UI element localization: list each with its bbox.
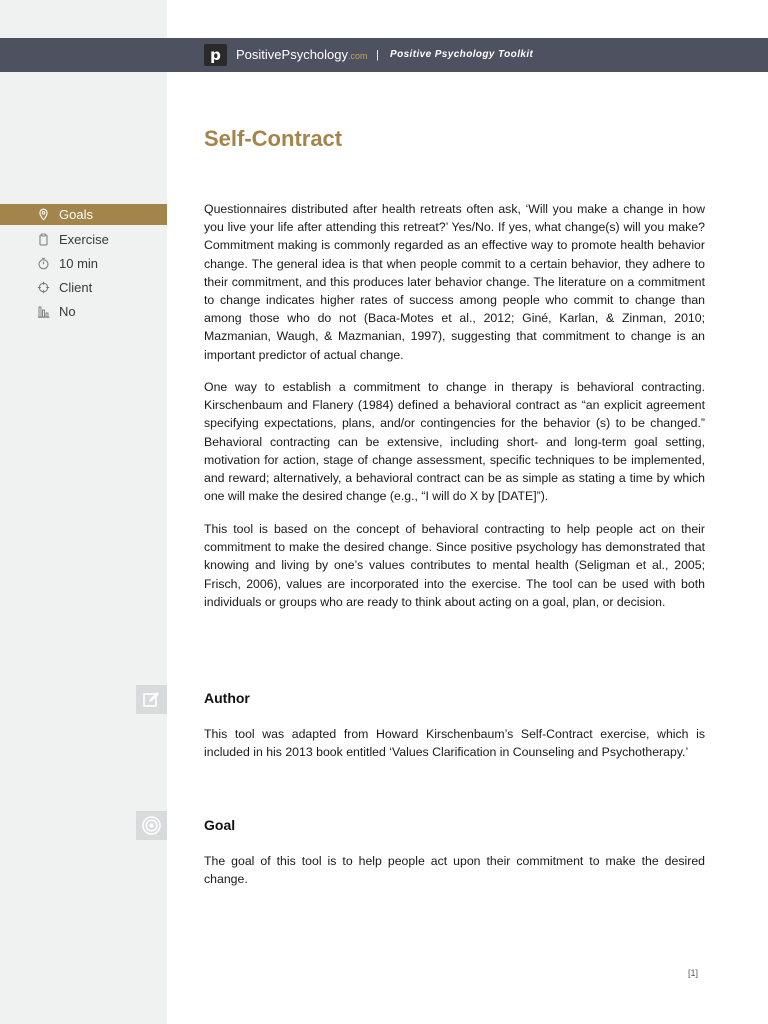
- meta-item-exercise: [0, 229, 167, 250]
- footnote-marker: [1]: [688, 968, 699, 978]
- bar-chart-icon: [37, 305, 50, 318]
- clipboard-icon: [37, 233, 50, 246]
- meta-label: No: [59, 304, 76, 319]
- goal-section-marker: [136, 811, 167, 840]
- stopwatch-icon: [37, 257, 50, 270]
- intro-paragraph: One way to establish a commitment to change in therapy is behavioral contracting. Kirschenbaum and Flanery (1984) defined a behavioral contract as “an explicit agreement specifying expectations, plans, and/or contingencies for the behavior (s) to be changed.” Behavioral contracting can be extensive, including short- and long-term goal setting, motivation for action, stage of change assessment, specific techniques to be implemented, and reward; alternatively, a behavioral contract can be as simple as stating a time by which one will make the desired change (e.g., “I will do X by [DATE]”).: [204, 380, 705, 504]
- meta-label: 10 min: [59, 256, 99, 271]
- location-pin-icon: [37, 208, 50, 221]
- author-section-marker: [136, 685, 167, 714]
- header-bar: [0, 38, 768, 72]
- meta-list: [0, 204, 167, 325]
- author-heading: Author: [204, 690, 250, 706]
- page-title: Self-Contract: [204, 126, 343, 151]
- toolkit-label: Positive Psychology Toolkit: [390, 49, 534, 60]
- author-text: This tool was adapted from Howard Kirschenbaum’s Self-Contract exercise, which is included in his 2013 book entitled ‘Values Clarification in Counseling and Psychotherapy.’: [204, 727, 705, 760]
- intro-paragraph: This tool is based on the concept of behavioral contracting to help people act on their commitment to make the desired change. Since positive psychology has demonstrated that knowing and living by one’s values contributes to mental health (Seligman et al., 2005; Frisch, 2006), values are incorporated into the exercise. The tool can be used with both individuals or groups who are ready to think about acting on a goal, plan, or decision.: [204, 522, 705, 609]
- left-sidebar: [0, 0, 167, 1024]
- intro-paragraph: Questionnaires distributed after health retreats often ask, ‘Will you make a change in how you live your life after attending this retreat?’ Yes/No. If yes, what change(s) will you make? Commitment making is commonly regarded as an effective way to promote health behavior change. The general idea is that when people commit to a certain behavior, they adhere to their commitment, and this produces later behavior change. The literature on a commitment to change indicates higher rates of success among people who commit to change than among those who do not (Baca-Motes et al., 2012; Giné, Karlan, & Zinman, 2010; Mazmanian, Waugh, & Mazmanian, 1997), suggesting that commitment to change is an important predictor of actual change.: [204, 202, 705, 362]
- brand-name: PositivePsychology.com: [236, 47, 368, 62]
- meta-item-goals: [0, 204, 167, 225]
- header-separator: |: [376, 49, 379, 61]
- crosshair-icon: [37, 281, 50, 294]
- goal-heading: Goal: [204, 817, 236, 833]
- meta-label: Exercise: [59, 232, 109, 247]
- meta-label: Goals: [59, 207, 93, 222]
- edit-icon: [141, 689, 162, 710]
- logo-letter: p: [210, 46, 221, 64]
- brand-logo: [204, 44, 227, 66]
- brand-suffix: .com: [348, 51, 368, 61]
- meta-item-duration: [0, 253, 167, 274]
- target-icon: [141, 815, 162, 836]
- meta-item-scoring: [0, 301, 167, 322]
- goal-text: The goal of this tool is to help people act upon their commitment to make the desired change.: [204, 854, 705, 887]
- meta-item-client: [0, 277, 167, 298]
- meta-label: Client: [59, 280, 93, 295]
